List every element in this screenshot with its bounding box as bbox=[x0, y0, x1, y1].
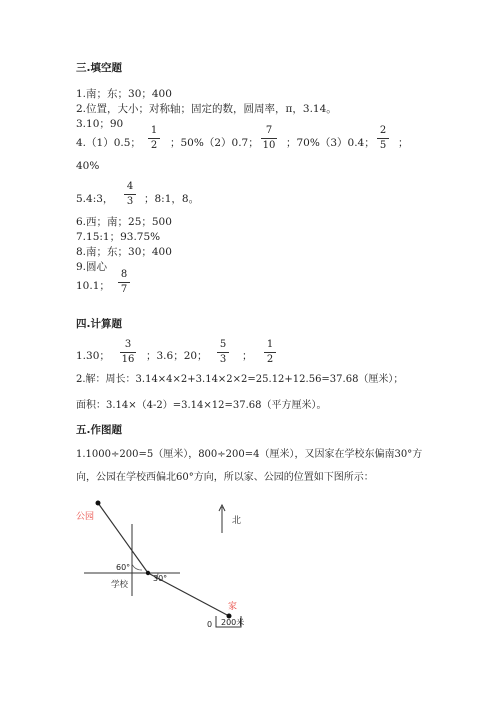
angle-arc-60 bbox=[132, 564, 142, 570]
numerator: 3 bbox=[124, 339, 132, 350]
numerator: 5 bbox=[219, 339, 227, 350]
denominator: 7 bbox=[120, 284, 128, 295]
denominator: 2 bbox=[150, 140, 158, 151]
park-point bbox=[96, 501, 101, 506]
answer-line-4-part4: ； bbox=[398, 137, 409, 149]
denominator: 2 bbox=[266, 354, 274, 365]
numerator: 7 bbox=[265, 125, 273, 136]
numerator: 2 bbox=[379, 125, 387, 136]
drawing-text-line: 1.1000÷200=5（厘米），800÷200=4（厘米），又因家在学校东偏南30°方 bbox=[76, 449, 423, 460]
section-title-fill-blanks: 三.填空题 bbox=[76, 62, 122, 74]
answer-line: 2.位置，大小；对称轴；固定的数，圆周率，π，3.14。 bbox=[76, 103, 337, 115]
section-title-calculation: 四.计算题 bbox=[76, 318, 122, 330]
calc-line: 2.解：周长：3.14×4×2+3.14×2×2=25.12+12.56=37.68（厘米）； bbox=[76, 374, 404, 385]
answer-line: 1.南；东；30；400 bbox=[76, 88, 172, 100]
scale-length-label: 200米 bbox=[221, 618, 245, 627]
answer-line: 7.15:1；93.75% bbox=[76, 231, 161, 243]
denominator: 5 bbox=[379, 140, 387, 151]
denominator: 16 bbox=[121, 354, 135, 365]
numerator: 1 bbox=[150, 125, 158, 136]
answer-line-5-part2: ；8:1，8。 bbox=[144, 193, 200, 205]
answer-line: 6.西；南；25；500 bbox=[76, 216, 172, 228]
answer-line-4-tail: 40% bbox=[76, 160, 100, 172]
calc-line-1-part2: ；3.6；20； bbox=[146, 350, 208, 362]
answer-line: 9.圆心 bbox=[76, 261, 108, 273]
calc-line-1-part1: 1.30； bbox=[76, 350, 110, 362]
north-label: 北 bbox=[232, 516, 242, 526]
angle-label-30: 30° bbox=[153, 574, 168, 583]
answer-line-5-part1: 5.4:3， bbox=[76, 193, 114, 205]
school-label: 学校 bbox=[111, 580, 129, 590]
home-label: 家 bbox=[228, 602, 238, 612]
denominator: 10 bbox=[262, 140, 276, 151]
angle-label-60: 60° bbox=[116, 563, 131, 572]
scale-zero-label: 0 bbox=[207, 620, 213, 629]
denominator: 3 bbox=[219, 354, 227, 365]
answer-line-4-part1: 4.（1）0.5； bbox=[76, 137, 141, 149]
answer-line: 3.10；90 bbox=[76, 118, 124, 130]
answer-line-10-part1: 10.1； bbox=[76, 280, 110, 292]
school-point bbox=[146, 571, 150, 575]
denominator: 3 bbox=[126, 196, 134, 207]
answer-line: 8.南；东；30；400 bbox=[76, 246, 172, 258]
drawing-text-line: 向，公园在学校西偏北60°方向，所以家、公园的位置如下图所示： bbox=[76, 472, 374, 483]
answer-line-4-part2: ；50%（2）0.7； bbox=[170, 137, 259, 149]
numerator: 1 bbox=[266, 339, 274, 350]
numerator: 4 bbox=[126, 181, 134, 192]
calc-line: 面积：3.14×（4-2）=3.14×12=37.68（平方厘米）。 bbox=[76, 400, 327, 411]
park-label: 公园 bbox=[76, 512, 95, 522]
section-title-drawing: 五.作图题 bbox=[76, 424, 122, 436]
answer-line-4-part3: ；70%（3）0.4； bbox=[286, 137, 375, 149]
numerator: 8 bbox=[120, 269, 128, 280]
calc-line-1-part3: ； bbox=[242, 350, 253, 362]
